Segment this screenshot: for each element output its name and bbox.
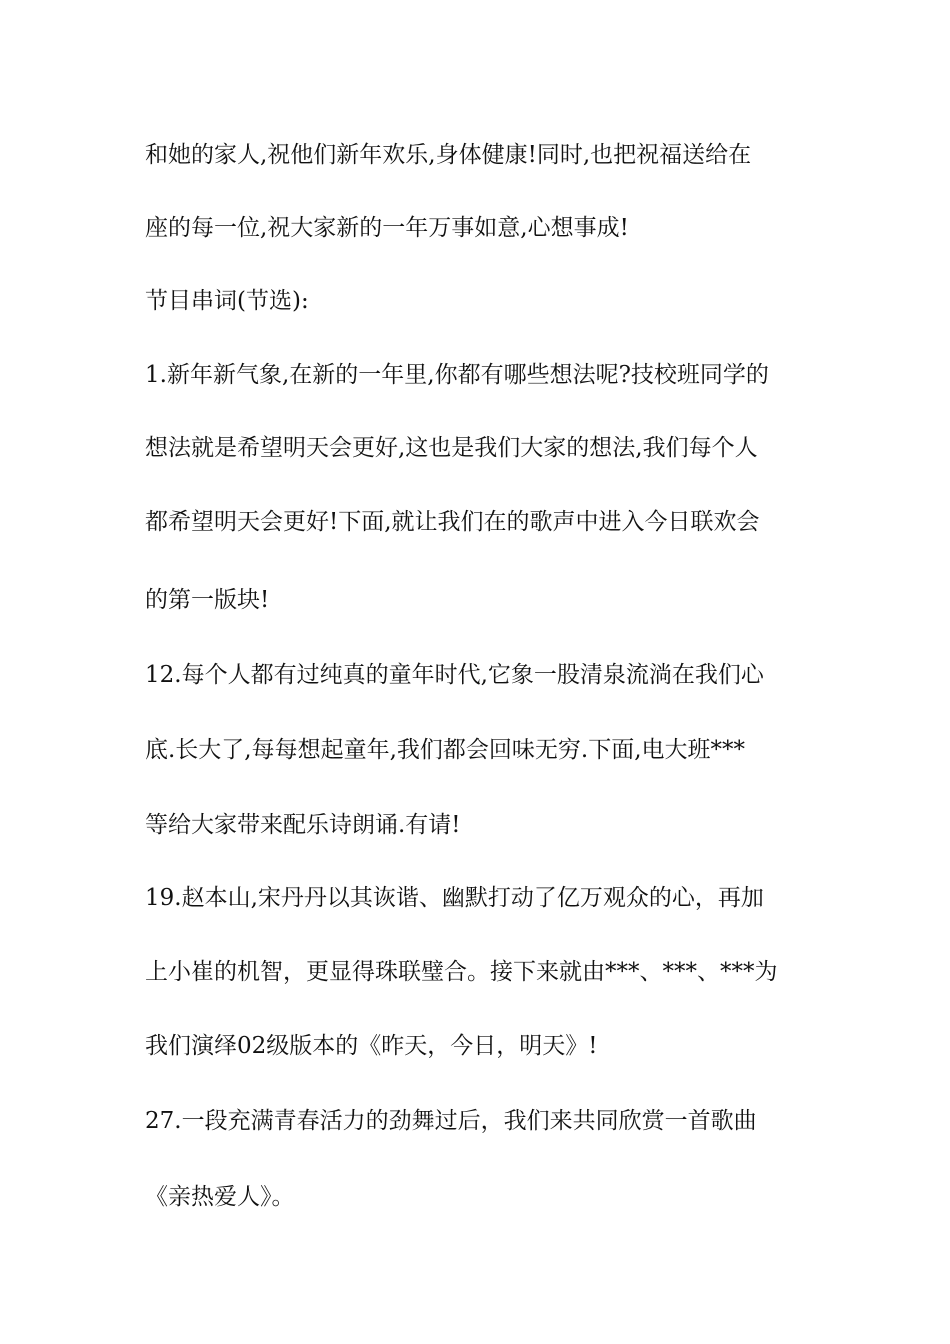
text-line-7: 的第一版块! [145,587,270,613]
text-line-5: 想法就是希望明天会更好,这也是我们大家的想法,我们每个人 [145,435,758,461]
text-line-2: 座的每一位,祝大家新的一年万事如意,心想事成! [145,215,629,241]
text-line-14: 27.一段充满青春活力的劲舞过后，我们来共同欣赏一首歌曲 [145,1108,757,1134]
text-line-13: 我们演绎02级版本的《昨天，今日，明天》! [145,1033,598,1059]
text-line-1: 和她的家人,祝他们新年欢乐,身体健康!同时,也把祝福送给在 [145,142,752,168]
text-line-12: 上小崔的机智，更显得珠联璧合。接下来就由***、***、***为 [145,959,778,985]
text-line-11: 19.赵本山,宋丹丹以其诙谐、幽默打动了亿万观众的心，再加 [145,885,764,911]
text-line-10: 等给大家带来配乐诗朗诵.有请! [145,812,461,838]
text-line-6: 都希望明天会更好!下面,就让我们在的歌声中进入今日联欢会 [145,509,760,535]
text-line-9: 底.长大了,每每想起童年,我们都会回味无穷.下面,电大班*** [145,737,746,763]
text-line-15: 《亲热爱人》。 [145,1184,295,1210]
section-heading: 节目串词(节选): [145,288,309,314]
text-line-8: 12.每个人都有过纯真的童年时代,它象一股清泉流淌在我们心 [145,662,764,688]
text-line-4: 1.新年新气象,在新的一年里,你都有哪些想法呢?技校班同学的 [145,362,769,388]
